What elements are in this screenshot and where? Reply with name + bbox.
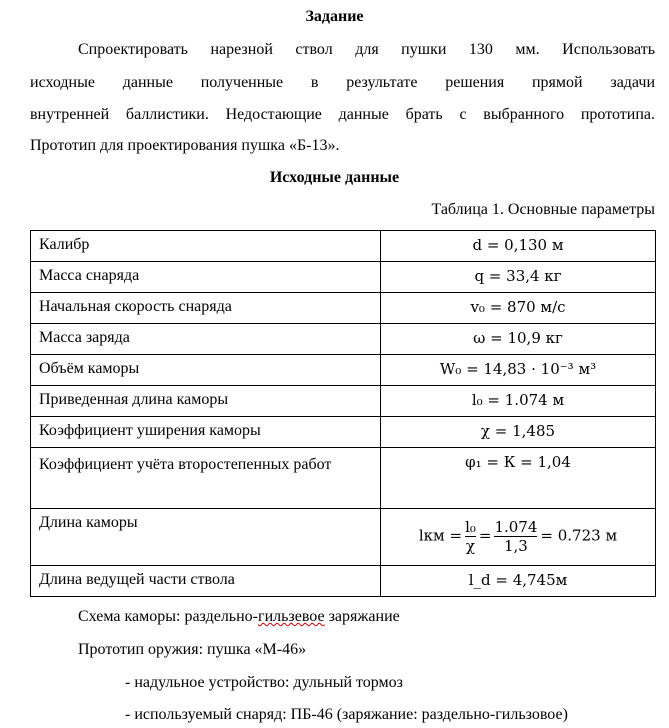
table-row [31,509,656,566]
page-title: Задание [305,8,364,25]
numerator: 1.074 [494,517,538,536]
row-value: l_d = 4,745м [381,566,656,597]
table-row [31,231,656,262]
row-value: q = 33,4 кг [381,262,656,293]
row-value: d = 0,130 м [381,231,656,262]
row-value: χ = 1,485 [381,417,656,448]
paragraph-line: внутренней баллистики. Недостающие данные брать с выбранного прототипа. [30,106,655,123]
fraction [494,518,537,555]
parameters-table [30,230,656,597]
table-row [31,417,656,448]
prototype-line: Прототип оружия: пушка «М-46» [78,641,307,658]
row-value: ω = 10,9 кг [381,324,656,355]
row-label: Длина каморы [31,509,381,566]
row-value: W₀ = 14,83 · 10⁻³ м³ [381,355,656,386]
paragraph-line: Прототип для проектирования пушка «Б-13». [30,137,340,154]
denominator: χ [465,536,476,555]
table-caption: Таблица 1. Основные параметры [431,201,655,218]
table-row [31,448,656,509]
table-row [31,566,656,597]
row-label: Масса заряда [31,324,381,355]
row-label: Начальная скорость снаряда [31,293,381,324]
table-row [31,262,656,293]
fraction [465,518,476,555]
row-value: l₀ = 1.074 м [381,386,656,417]
row-value: lкм = $\frac{\text{l₀}}{\chi}$ = $\frac{1.074}{1,3}$ = 0.723 м [381,509,656,566]
row-label: Длина ведущей части ствола [31,566,381,597]
denominator: 1,3 [504,536,528,555]
row-label: Масса снаряда [31,262,381,293]
bullet-item: - используемый снаряд: ПБ-46 (заряжание: раздельно-гильзовое) [125,706,568,723]
row-value: v₀ = 870 м/с [381,293,656,324]
numerator: l₀ [465,517,476,536]
table-row [31,324,656,355]
scheme-text: Схема каморы: раздельно- [78,608,258,625]
section-heading: Исходные данные [269,169,400,186]
row-label: Приведенная длина каморы [31,386,381,417]
table-row [31,386,656,417]
row-value: φ₁ = К = 1,04 [381,448,656,509]
table-row [31,355,656,386]
scheme-text: заряжание [324,608,400,625]
row-label: Калибр [31,231,381,262]
row-label: Объём каморы [31,355,381,386]
table-row [31,293,656,324]
paragraph-line: исходные данные полученные в результате решения прямой задачи [30,74,655,91]
spellcheck-word[interactable]: гильзевое [258,608,325,625]
formula-lhs: lкм = [418,526,463,544]
formula-rhs: = 0.723 м [540,526,618,544]
paragraph-line: Спроектировать нарезной ствол для пушки 130 мм. Использовать [78,41,655,58]
scheme-line [78,608,400,626]
row-label: Коэффициент уширения каморы [31,417,381,448]
row-label: Коэффициент учёта второстепенных работ [31,448,381,509]
bullet-item: - надульное устройство: дульный тормоз [125,674,403,691]
